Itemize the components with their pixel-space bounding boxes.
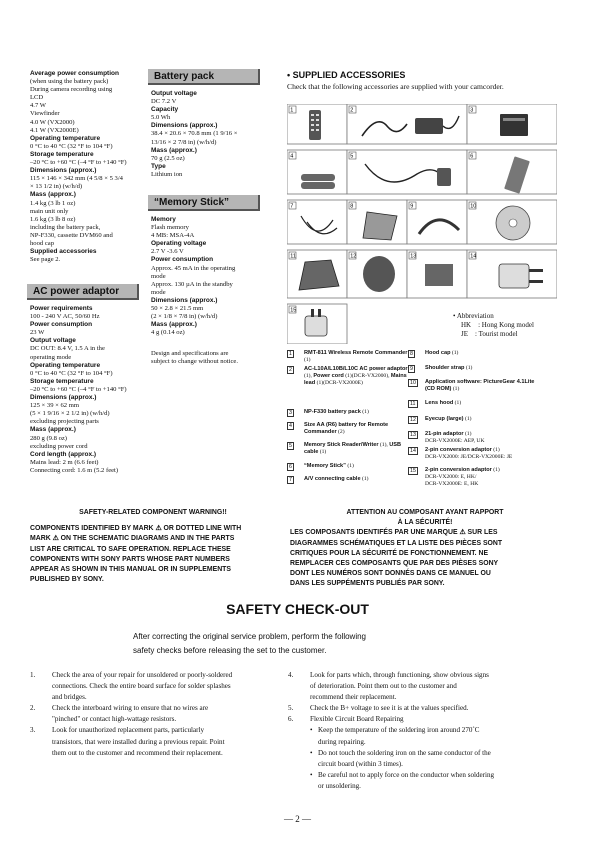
warning-english-line: COMPONENTS IDENTIFIED BY MARK ⚠ OR DOTTED LINE WITH (30, 525, 242, 533)
accessory-name: Power cord (313, 373, 344, 379)
warning-english-line: MARK ⚠ ON THE SCHEMATIC DIAGRAMS AND IN THE PARTS (30, 535, 235, 543)
ac-spec-label: Mass (approx.) (30, 426, 76, 434)
safety-check-line: Flexible Circuit Board Repairing (310, 715, 404, 724)
accessory-list-right (408, 350, 558, 500)
safety-list-right (288, 670, 558, 792)
safety-bullet (288, 770, 558, 792)
ac-spec-label: Cord length (approx.) (30, 450, 97, 458)
accessory-number: 5 (289, 443, 292, 449)
cell-10 (467, 200, 557, 244)
accessory-number: 1 (289, 351, 292, 357)
accessory-qty: (1)(DCR-VX2000), (343, 373, 391, 379)
ac-spec-label: Power consumption (30, 321, 93, 329)
accessory-name: RMT-811 Wireless Remote Commander (304, 350, 408, 356)
safety-bullet-line: or unsoldering. (318, 781, 361, 790)
safety-check-item (288, 670, 558, 703)
warning-french-line: DIAGRAMMES SCHÉMATIQUES ET LA LISTE DES PIÈCES SONT (290, 539, 503, 547)
battery-pack-title: Battery pack (154, 71, 215, 82)
battery-spec-label: Capacity (151, 106, 179, 114)
memory-spec-value: Approx. 45 mA in the operating mode Approx. 130 µA in the standby mode (151, 264, 236, 296)
accessory-qty: (1) (450, 350, 459, 356)
safety-list-left (30, 670, 278, 759)
cell-12 (347, 250, 407, 298)
safety-check-number: 1. (30, 671, 36, 679)
safety-check-line: "pinched" or contact high-wattage resistors. (52, 715, 177, 724)
accessory-text (425, 467, 535, 488)
general-spec-label: Dimensions (approx.) (30, 167, 97, 175)
bullet-dot: • (310, 770, 313, 779)
cell-1 (287, 104, 347, 144)
battery-spec-value: DC 7.2 V (151, 98, 177, 106)
accessory-name: Mains lead (304, 373, 407, 386)
general-spec-value: 115 × 146 × 342 mm (4 5/8 × 5 3/4 × 13 1/2 in) (w/h/d) (30, 175, 123, 191)
safety-intro-1: After correcting the original service problem, perform the following (133, 632, 366, 641)
general-spec-value: (when using the battery pack) During camera recording using LCD 4.7 W Viewfinder 4.0 W (VX2000) 4.1 W (VX2000E) (30, 78, 113, 134)
cell-3 (467, 104, 557, 144)
ac-adaptor-icon (415, 118, 443, 134)
battery-spec-value: 38.4 × 20.6 × 70.8 mm (1 9/16 × 13/16 × 2 7/8 in) (w/h/d) (151, 130, 238, 146)
accessory-text (304, 366, 414, 387)
accessory-text (304, 422, 414, 436)
safety-check-line: Check the B+ voltage to see it is at the values specified. (310, 704, 469, 713)
warning-french-line: DONT LES NUMÉROS SONT DONNÉS DANS CE MANUEL OU (290, 570, 491, 578)
accessory-qty: (1) (453, 400, 462, 406)
safety-check-number: 3. (30, 726, 36, 735)
eyecup-icon (363, 256, 395, 292)
design-note: Design and specifications are subject to change without notice. (151, 350, 238, 366)
accessory-number: 8 (410, 351, 413, 357)
warning-french-line: REMPLACER CES COMPOSANTS QUE PAR DES PIÈSES SONY (290, 560, 499, 568)
warning-english-line: PUBLISHED BY SONY. (30, 576, 104, 584)
cell-2 (347, 104, 467, 144)
accessory-name: A/V connecting cable (304, 476, 361, 482)
accessory-text (304, 350, 414, 364)
accessory-qty: (2) (336, 429, 345, 435)
memory-spec-label: Operating voltage (151, 240, 207, 248)
general-spec-label: Operating temperature (30, 134, 101, 142)
accessory-qty: (1) (463, 416, 472, 422)
accessory-name: Hood cap (425, 350, 451, 356)
memory-spec-label: Power consumption (151, 256, 214, 264)
safety-check-item (288, 703, 558, 714)
svg-text:13: 13 (410, 253, 417, 260)
safety-check-line: Check the area of your repair for unsoldered or poorly-soldered (52, 671, 233, 679)
safety-check-item (30, 725, 278, 758)
general-spec-value: –20 °C to +60 °C (–4 °F to +140 °F) (30, 159, 127, 167)
memory-spec-value: 2.7 V -3.6 V (151, 248, 184, 256)
safety-check-line: of deterioration. Point them out to the customer and (310, 682, 457, 691)
ac-spec-value: 125 × 39 × 62 mm (5 × 1 9/16 × 2 1/2 in) (w/h/d) excluding projecting parts (30, 402, 110, 426)
general-spec-value: See page 2. (30, 256, 61, 264)
ac-spec-label: Dimensions (approx.) (30, 394, 97, 402)
accessory-text (304, 476, 414, 483)
accessory-name: Size AA (R6) battery for Remote Commander (304, 422, 389, 435)
general-spec-value: 0 °C to 40 °C (32 °F to 104 °F) (30, 142, 113, 150)
general-spec-label: Average power consumption (30, 70, 119, 77)
safety-bullet (288, 725, 558, 747)
safety-check-line: Check the interboard wiring to ensure that no wires are (52, 704, 209, 713)
page-number: — 2 — (284, 814, 311, 824)
safety-check-line: Look for parts which, through functioning, show obvious signs (310, 671, 489, 679)
accessory-number: 7 (289, 477, 292, 483)
accessory-text (425, 379, 535, 393)
warning-english-line: COMPONENTS WITH SONY PARTS WHOSE PART NUMBERS (30, 555, 230, 563)
abbreviation-title: • Abbreviation (453, 312, 494, 320)
accessories-intro: Check that the following accessories are supplied with your camcorder. (287, 82, 504, 91)
safety-bullet-line: Do not touch the soldering iron on the same conductor of the (318, 748, 491, 757)
battery-spec-label: Type (151, 162, 166, 170)
accessory-number: 6 (289, 464, 292, 470)
safety-check-number: 4. (288, 671, 294, 679)
accessory-text (304, 463, 414, 470)
accessory-qty: (1) (463, 431, 472, 437)
accessory-name: 2-pin conversion adaptor (425, 447, 492, 453)
warning-french-title-2: À LA SÉCURITÉ! (397, 519, 453, 527)
memory-spec-label: Dimensions (approx.) (151, 296, 218, 304)
ac-adaptor-title: AC power adaptor (33, 286, 120, 297)
safety-intro-2: safety checks before releasing the set to the customer. (133, 646, 327, 655)
reader-writer-icon (437, 168, 451, 186)
warning-french-line: LES COMPOSANTS IDENTIFÉS PAR UNE MARQUE ⚠ SUR LES (290, 529, 498, 537)
accessory-text (425, 431, 535, 445)
accessory-qty: (1) (360, 409, 369, 415)
cell-14 (467, 250, 557, 298)
safety-check-item (288, 714, 558, 725)
safety-check-number: 2. (30, 704, 36, 713)
ac-adaptor-specs (30, 305, 142, 475)
accessory-number: 15 (410, 468, 416, 474)
svg-text:10: 10 (470, 203, 477, 210)
battery-spec-value: 5.0 Wh (151, 114, 171, 122)
accessory-name: 2-pin conversion adaptor (425, 467, 492, 473)
hood-cap-icon (363, 212, 397, 240)
svg-text:7: 7 (290, 203, 294, 210)
ac-spec-label: Output voltage (30, 337, 76, 345)
abbreviation-je: JE : Tourist model (461, 330, 518, 338)
bullet-dot: • (310, 726, 313, 735)
accessory-qty: (1) (345, 463, 354, 469)
accessory-number: 13 (410, 432, 416, 438)
safety-bullet-line: during repairing. (318, 737, 366, 746)
battery-pack-icon (500, 114, 528, 136)
memory-spec-value: Flash memory 4 MB: MSA-4A (151, 224, 195, 240)
general-spec-label: Mass (approx.) (30, 191, 76, 199)
cell-6 (467, 150, 557, 194)
battery-pack-specs (151, 90, 263, 179)
accessory-list-left (287, 350, 427, 490)
accessory-qty: (1) (360, 476, 369, 482)
accessory-number: 3 (289, 410, 292, 416)
memory-stick-specs (151, 216, 263, 337)
safety-check-line: transistors, that were installed during a previous repair. Point (52, 737, 225, 746)
21-pin-adaptor-icon (425, 264, 453, 286)
accessory-name: NP-F330 battery pack (304, 409, 361, 415)
battery-spec-label: Output voltage (151, 90, 197, 97)
accessory-qty: (1) (491, 447, 500, 453)
ac-spec-value: 23 W (30, 329, 45, 337)
ac-spec-label: Storage temperature (30, 377, 94, 385)
battery-spec-value: 70 g (2.5 oz) (151, 154, 185, 162)
warning-english-title: SAFETY-RELATED COMPONENT WARNING!! (79, 509, 227, 516)
safety-check-item (30, 703, 278, 725)
cell-9 (407, 200, 467, 244)
abbreviation-block (453, 312, 534, 339)
accessory-qty: (1) (464, 365, 473, 371)
accessory-qty: (1) (318, 449, 327, 455)
warning-english-line: APPEAR AS SHOWN IN THIS MANUAL OR IN SUPPLEMENTS (30, 566, 231, 574)
warning-french-title-1: ATTENTION AU COMPOSANT AYANT RAPPORT (346, 509, 504, 516)
battery-spec-value: Lithium ion (151, 170, 183, 178)
svg-text:12: 12 (350, 253, 357, 260)
safety-bullet (288, 748, 558, 770)
abbreviation-hk: HK : Hong Kong model (461, 321, 534, 329)
warning-french (290, 508, 560, 590)
accessory-name: 21-pin adaptor (425, 431, 464, 437)
accessory-number: 11 (410, 401, 416, 407)
warning-english-line: LIST ARE CRITICAL TO SAFE OPERATION. REPLACE THESE (30, 545, 231, 553)
ac-spec-label: Power requirements (30, 305, 93, 312)
cell-num: 1 (290, 107, 294, 114)
warning-french-line: DANS LES SUPPÉMENTS PUBLIÉS PAR SONY. (290, 580, 445, 588)
memory-spec-label: Mass (approx.) (151, 321, 197, 329)
svg-text:11: 11 (290, 253, 296, 260)
accessory-text (304, 442, 414, 456)
accessory-number: 9 (410, 366, 413, 372)
accessory-name: Shoulder strap (425, 365, 465, 371)
safety-bullet-line: Be careful not to apply force on the conductor when soldering (318, 770, 495, 779)
accessory-number: 10 (410, 380, 416, 386)
bullet-dot: • (310, 748, 313, 757)
general-specs (30, 70, 142, 264)
battery-pack-heading (148, 69, 260, 85)
warning-french-line: CRITIQUES POUR LA SÉCURITÉ DE FONCTIONNEMENT. NE (290, 549, 489, 557)
accessory-number: 14 (410, 448, 416, 454)
remote-commander-icon (309, 110, 321, 140)
accessory-name: “Memory Stick” (304, 463, 346, 469)
accessory-models: DCR-VX2000: JE/DCR-VX2000E: JE (425, 454, 513, 460)
cell-4 (287, 150, 347, 194)
accessory-qty: (1), (304, 373, 314, 379)
safety-check-number: 6. (288, 715, 294, 724)
accessory-text (425, 416, 535, 423)
cd-rom-icon (496, 206, 530, 240)
svg-text:2: 2 (350, 107, 354, 114)
ac-spec-value: 280 g (9.8 oz) excluding power cord (30, 434, 88, 450)
memory-stick-title: “Memory Stick” (154, 197, 230, 208)
svg-text:6: 6 (470, 153, 474, 160)
svg-text:3: 3 (470, 107, 474, 114)
svg-text:15: 15 (290, 307, 297, 314)
accessory-text (425, 447, 535, 461)
svg-text:14: 14 (470, 253, 477, 260)
safety-check-line: connections. Check the entire board surface for solder splashes (52, 682, 231, 691)
warning-english (30, 508, 276, 585)
battery-spec-label: Mass (approx.) (151, 146, 197, 154)
safety-check-line: Look for unauthorized replacement parts, particularly (52, 726, 205, 735)
safety-check-item (30, 670, 278, 703)
memory-stick-heading (148, 195, 260, 211)
accessory-number: 2 (289, 367, 292, 373)
safety-bullet-line: circuit board (within 3 times). (318, 759, 403, 768)
accessory-name: AC-L10A/L10B/L10C AC power adaptor (304, 366, 408, 372)
safety-check-line: recommend their replacement. (310, 693, 397, 702)
ac-adaptor-heading (27, 284, 139, 300)
ac-spec-value: DC OUT: 8.4 V, 1.5 A in the operating mode (30, 345, 105, 361)
memory-spec-value: 50 × 2.8 × 21.5 mm (2 × 1/8 × 7/8 in) (w/h/d) (151, 305, 218, 321)
ac-spec-value: 100 - 240 V AC, 50/60 Hz (30, 313, 100, 321)
general-spec-value: 1.4 kg (3 lb 1 oz) main unit only 1.6 kg (3 lb 8 oz) including the battery pack, NP-F330, cassette DVM60 and hood cap (30, 199, 113, 247)
svg-text:9: 9 (410, 203, 414, 210)
accessory-qty: (1) (304, 357, 311, 363)
accessory-qty: (1) (451, 386, 460, 392)
general-spec-label: Supplied accessories (30, 248, 97, 256)
accessory-text (425, 350, 535, 357)
accessory-qty: (1), (378, 442, 390, 448)
svg-text:8: 8 (350, 203, 354, 210)
accessory-models: DCR-VX2000E: AEP, UK (425, 438, 485, 444)
accessory-text (425, 400, 535, 407)
safety-title: SAFETY CHECK-OUT (226, 601, 369, 617)
battery-spec-label: Dimensions (approx.) (151, 122, 218, 130)
cell-7 (287, 200, 347, 244)
cell-8 (347, 200, 407, 244)
memory-spec-value: 4 g (0.14 oz) (151, 329, 185, 337)
ac-spec-label: Operating temperature (30, 361, 101, 369)
accessory-text (425, 365, 535, 372)
accessory-number: 12 (410, 417, 416, 423)
cell-5 (347, 150, 467, 194)
svg-text:4: 4 (290, 153, 294, 160)
cell-15 (287, 304, 347, 344)
accessory-name: USB cable (304, 442, 402, 455)
memory-spec-label: Memory (151, 216, 176, 223)
accessories-title: • SUPPLIED ACCESSORIES (287, 70, 406, 80)
safety-intro (133, 630, 366, 658)
accessory-qty: (1)(DCR-VX2000E) (315, 380, 363, 386)
general-spec-label: Storage temperature (30, 150, 94, 158)
accessory-name: Application software: PictureGear 4.1Lite (CD ROM) (425, 379, 535, 392)
safety-check-line: and bridges. (52, 693, 87, 702)
cell-11 (287, 250, 347, 298)
ac-spec-value: –20 °C to +60 °C (–4 °F to +140 °F) (30, 385, 127, 393)
cell-13 (407, 250, 467, 298)
accessory-models: DCR-VX2000: E, HK/ DCR-VX2000E: E, HK (425, 474, 479, 487)
ac-spec-value: Mains lead: 2 m (6.6 feet) Connecting cord: 1.6 m (5.2 feet) (30, 458, 119, 474)
accessory-number: 4 (289, 423, 292, 429)
safety-check-line: them out to the customer and recommend their replacement. (52, 748, 223, 757)
svg-text:5: 5 (350, 153, 354, 160)
accessory-name: Memory Stick Reader/Writer (304, 442, 379, 448)
accessories-grid (287, 104, 557, 344)
accessory-qty: (1) (491, 467, 500, 473)
safety-check-number: 5. (288, 704, 294, 713)
accessory-text (304, 409, 414, 416)
ac-spec-value: 0 °C to 40 °C (32 °F to 104 °F) (30, 369, 113, 377)
safety-bullet-line: Keep the temperature of the soldering iron around 270˚C (318, 726, 480, 735)
accessory-name: Eyecup (large) (425, 416, 464, 422)
accessory-name: Lens hood (425, 400, 454, 406)
